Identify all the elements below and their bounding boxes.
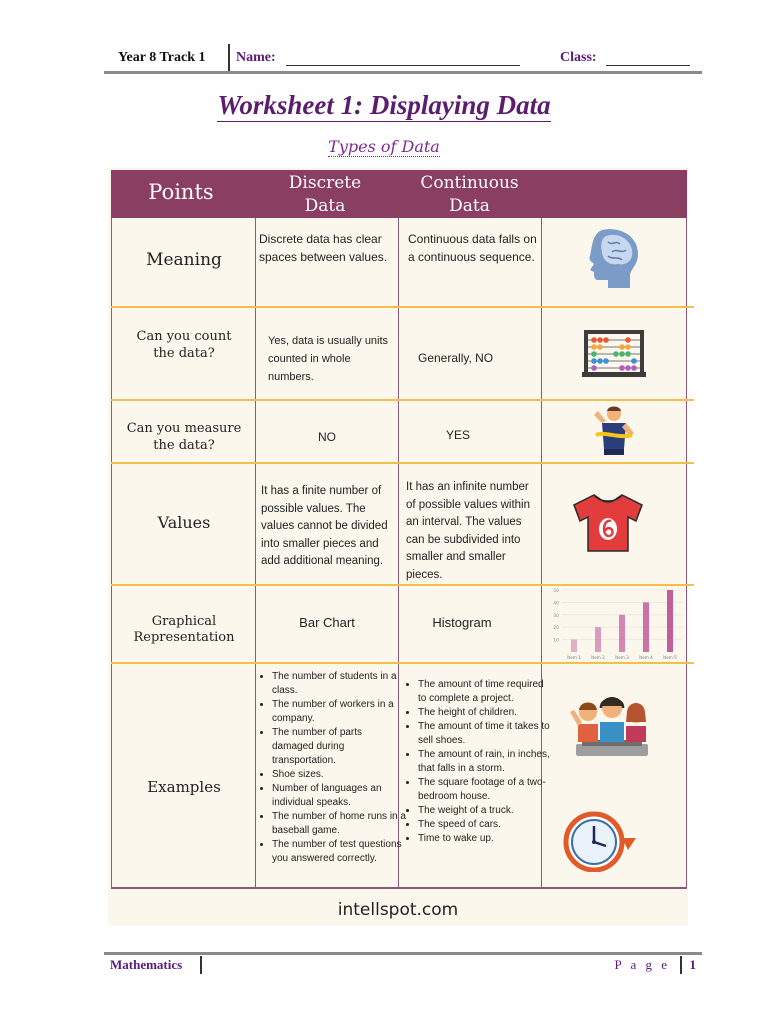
discrete-example-item: • The number of parts damaged during transportation. — [272, 726, 406, 768]
name-label: Name: — [236, 50, 276, 65]
footer-divider — [200, 956, 202, 974]
mini-chart-x-label: Item 2 — [591, 655, 605, 660]
discrete-example-item: • Number of languages an individual speaks. — [272, 782, 406, 810]
mini-chart-y-tick: 50 — [553, 589, 559, 594]
graphical-discrete: Bar Chart — [299, 615, 355, 630]
measuring-person-icon — [590, 405, 638, 457]
name-blank[interactable] — [286, 65, 520, 66]
mini-chart-y-tick: 10 — [553, 638, 559, 644]
measure-discrete: NO — [318, 430, 336, 444]
discrete-example-item: • The number of workers in a company. — [272, 698, 406, 726]
clock-icon — [560, 808, 640, 872]
mini-chart-y-tick: 20 — [553, 626, 559, 632]
continuous-example-item: • The weight of a truck. — [418, 804, 552, 818]
abacus-icon — [582, 328, 646, 378]
class-blank[interactable] — [606, 65, 690, 66]
discrete-example-item: • The number of test questions you answered correctly. — [272, 838, 406, 866]
header-divider — [228, 44, 230, 74]
mini-chart-bar — [595, 627, 601, 652]
mini-chart-bar — [619, 615, 625, 652]
footer-rule — [104, 952, 702, 955]
meaning-discrete: Discrete data has clear spaces between values. — [259, 232, 388, 264]
row-divider — [111, 662, 694, 664]
row-label-measure: Can you measure the data? — [126, 421, 242, 453]
mini-chart-bar — [571, 640, 577, 652]
continuous-example-item: • Time to wake up. — [418, 832, 552, 846]
mini-chart-x-label: Item 5 — [663, 655, 677, 660]
continuous-example-item: • The square footage of a two-bedroom house. — [418, 776, 552, 804]
graphical-continuous: Histogram — [432, 615, 492, 630]
row-label-count: Can you count the data? — [136, 329, 232, 361]
row-label-meaning: Meaning — [146, 250, 222, 270]
count-continuous: Generally, NO — [418, 351, 494, 365]
footer-divider — [680, 956, 682, 974]
mini-chart-bar — [643, 602, 649, 652]
values-continuous: It has an infinite number of possible values within an interval. The values can be subdivided into smaller and smaller pieces. — [406, 481, 531, 581]
continuous-example-item: • The amount of rain, in inches, that falls in a storm. — [418, 748, 552, 776]
discrete-example-item: • The number of students in a class. — [272, 670, 406, 698]
mini-chart-x-label: Item 3 — [615, 655, 629, 660]
row-divider — [111, 306, 694, 308]
measure-continuous: YES — [445, 428, 470, 442]
source-site: intellspot.com — [337, 900, 459, 920]
header-discrete: Discrete Data — [288, 173, 362, 216]
class-label: Class: — [560, 50, 597, 65]
continuous-example-item: • The amount of time it takes to sell shoes. — [418, 720, 552, 748]
header-continuous: Continuous Data — [420, 173, 519, 216]
shirt-icon — [570, 491, 646, 555]
page-header — [104, 44, 702, 74]
page-number: 1 — [689, 957, 696, 972]
mini-chart-x-label: Item 1 — [567, 655, 581, 660]
types-of-data-infographic — [108, 168, 688, 926]
row-label-examples: Examples — [147, 778, 221, 796]
header-points: Points — [148, 180, 214, 204]
row-divider — [111, 462, 694, 464]
row-divider — [111, 399, 694, 401]
table-border-bottom — [111, 887, 687, 889]
table-border-right — [686, 218, 687, 888]
page-label: P a g e — [614, 957, 670, 972]
page-footer — [104, 952, 702, 976]
continuous-example-item: • The speed of cars. — [418, 818, 552, 832]
mini-bar-chart-icon — [544, 584, 686, 662]
track-label: Year 8 Track 1 — [118, 50, 206, 65]
mini-chart-x-label: Item 4 — [639, 655, 653, 660]
continuous-example-item: • The height of children. — [418, 706, 552, 720]
header-rule — [104, 71, 702, 74]
kids-icon — [566, 690, 656, 760]
meaning-continuous: Continuous data falls on a continuous sequence. — [408, 232, 537, 264]
discrete-example-item: • The number of home runs in a baseball game. — [272, 810, 406, 838]
mini-chart-y-tick: 40 — [553, 601, 559, 607]
row-label-values: Values — [157, 513, 211, 532]
values-discrete: It has a finite number of possible values. The values cannot be divided into smaller pieces and add additional meaning. — [261, 485, 388, 567]
mini-chart-bar — [667, 590, 673, 652]
row-label-graphical: Graphical Representation — [133, 614, 235, 645]
brain-head-icon — [582, 226, 646, 292]
table-header — [111, 170, 687, 218]
discrete-example-item: • Shoe sizes. — [272, 768, 406, 782]
mini-chart-y-tick: 30 — [553, 613, 559, 619]
subject-label: Mathematics — [110, 957, 183, 972]
examples-discrete-list — [258, 670, 406, 866]
count-discrete: Yes, data is usually units counted in whole numbers. — [268, 335, 389, 383]
worksheet-subtitle: Types of Data — [328, 137, 440, 156]
continuous-example-item: • The amount of time required to complete a project. — [418, 678, 552, 706]
worksheet-title: Worksheet 1: Displaying Data — [217, 90, 551, 120]
examples-continuous-list — [404, 678, 552, 846]
